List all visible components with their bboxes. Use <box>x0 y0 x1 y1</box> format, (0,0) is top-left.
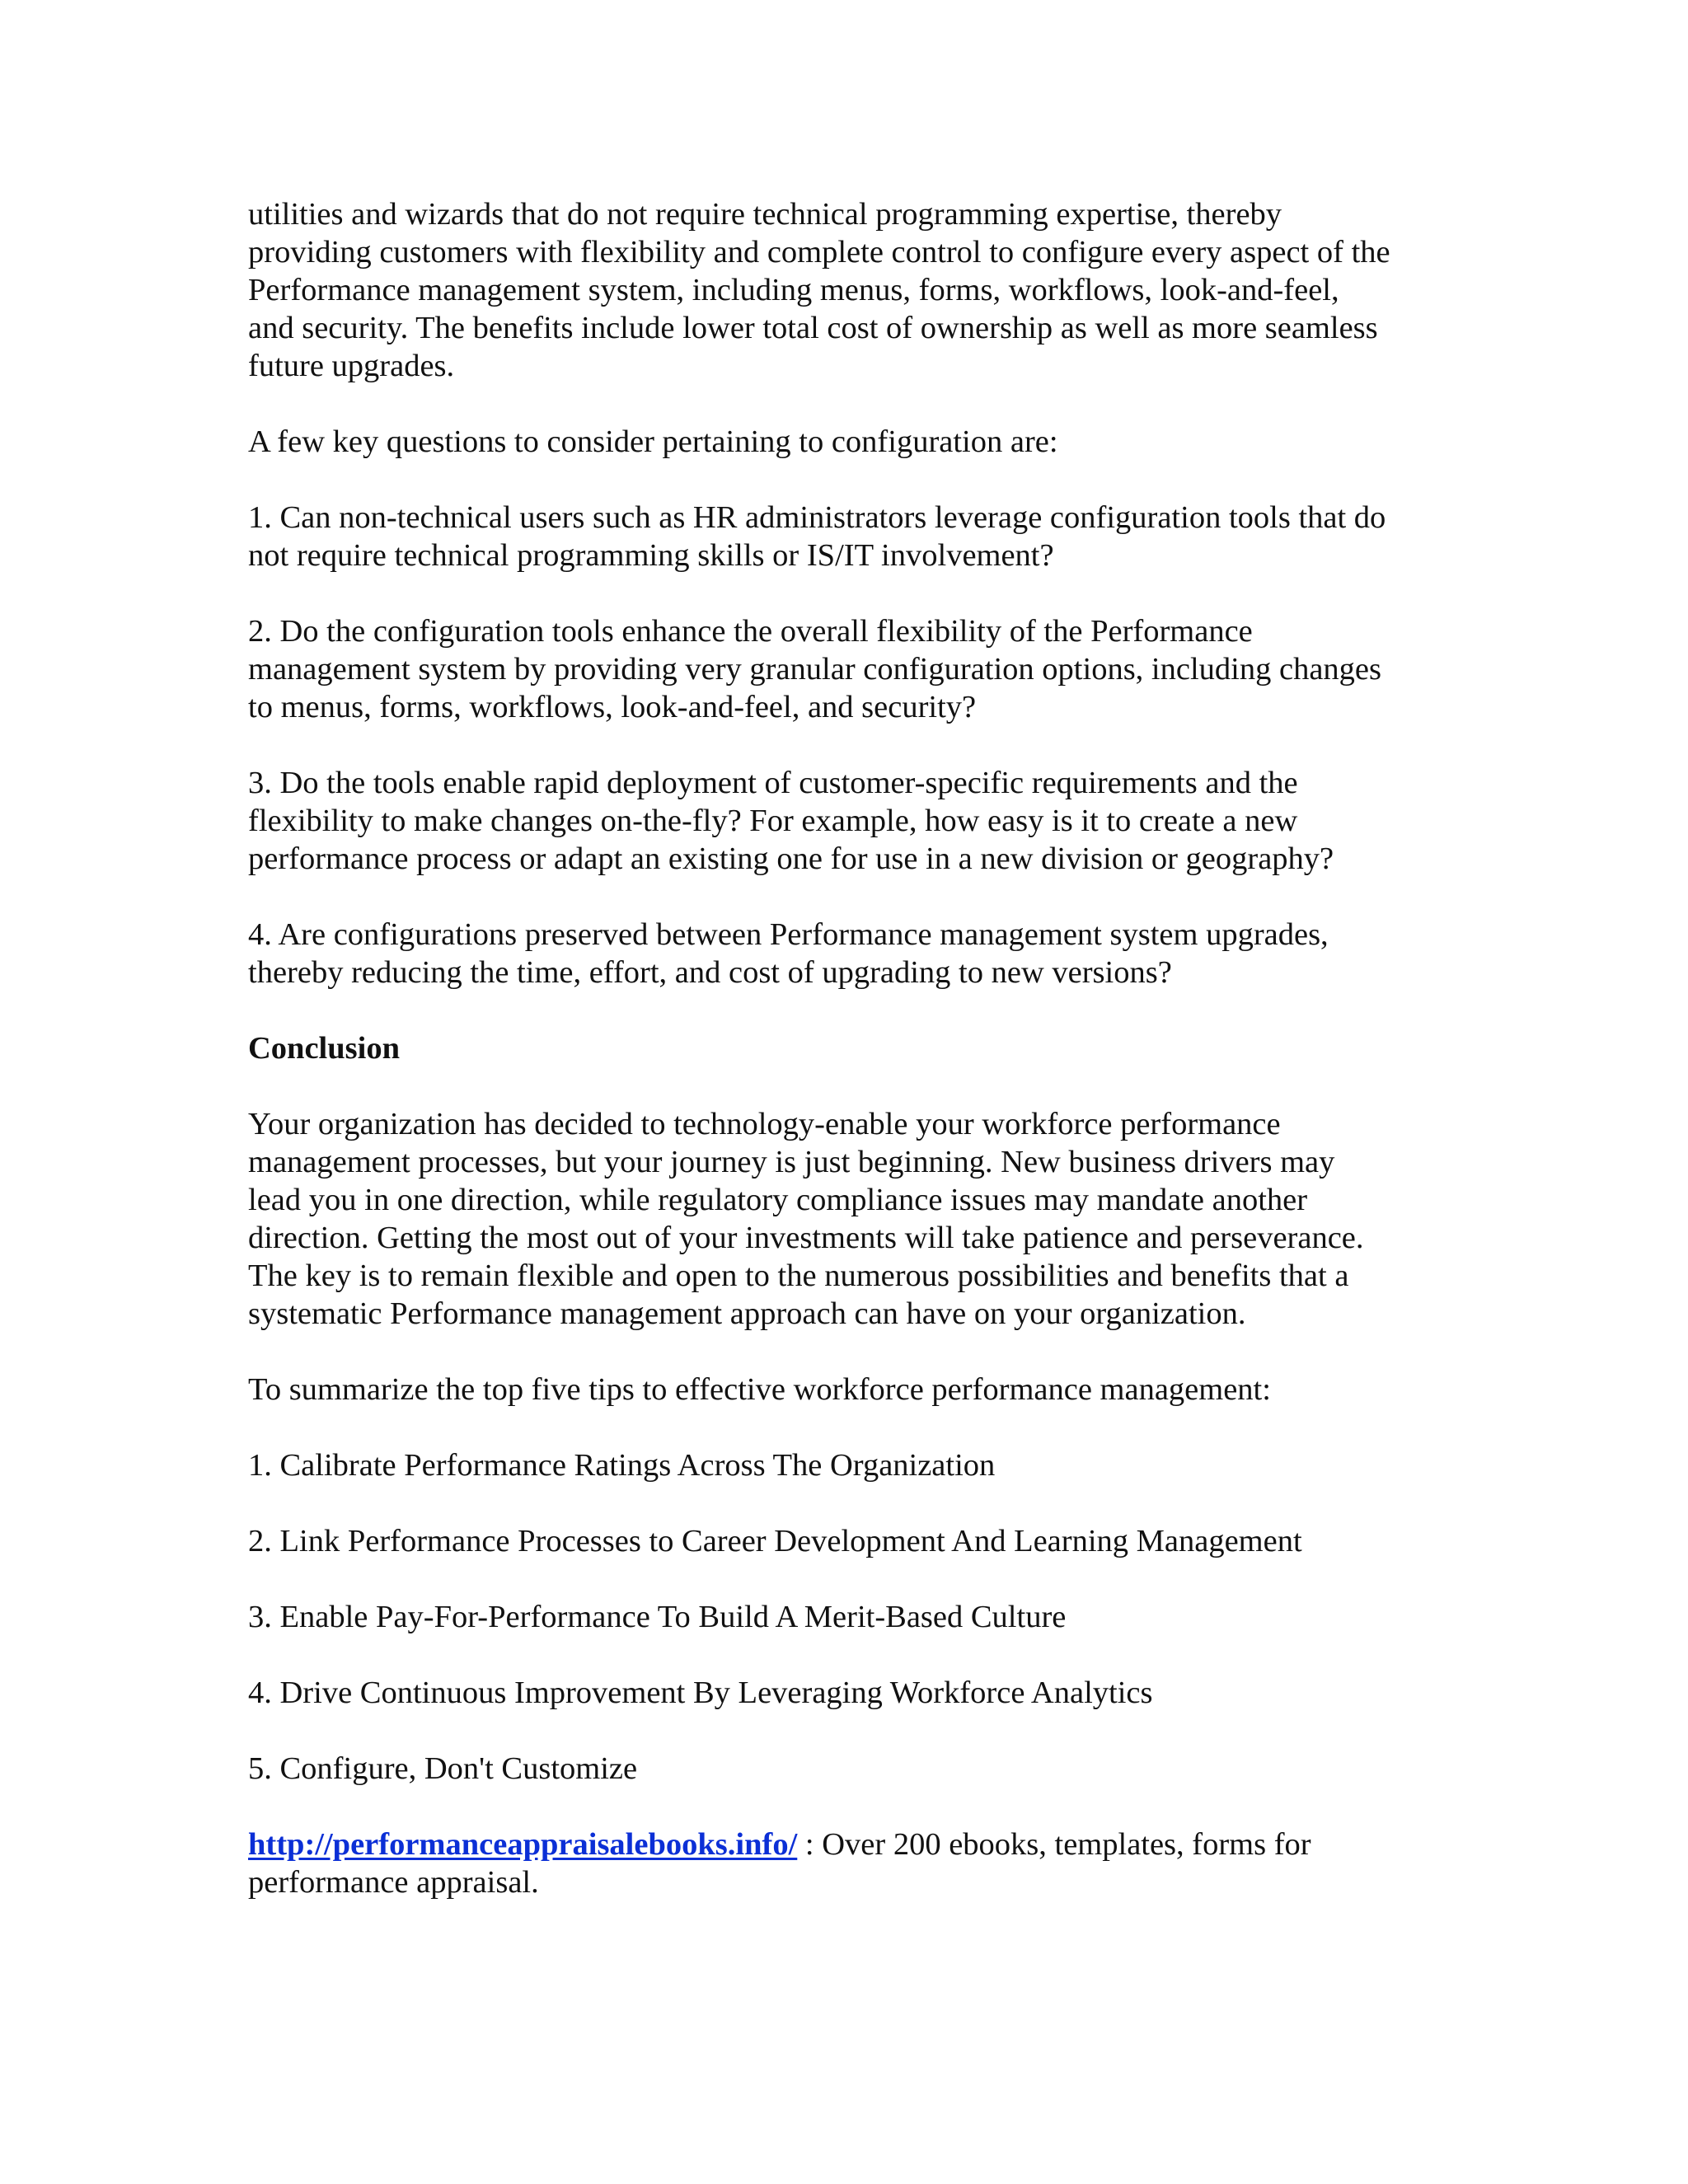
text-line: To summarize the top five tips to effective workforce performance management: <box>248 1372 1271 1407</box>
text-line: performance process or adapt an existing one for use in a new division or geography? <box>248 841 1334 876</box>
text-line: management system by providing very granular configuration options, including changes <box>248 652 1381 687</box>
text-line: to menus, forms, workflows, look-and-feel, and security? <box>248 690 977 724</box>
text-line: 3. Do the tools enable rapid deployment of customer-specific requirements and the <box>248 766 1298 800</box>
text-line: 3. Enable Pay-For-Performance To Build A Merit-Based Culture <box>248 1600 1067 1634</box>
footer-line <box>248 1825 1468 1863</box>
text-line: 4. Are configurations preserved between Performance management system upgrades, <box>248 917 1329 952</box>
text-line: and security. The benefits include lower total cost of ownership as well as more seamless <box>248 311 1378 345</box>
tip-item <box>248 1598 1468 1636</box>
text-line: 1. Calibrate Performance Ratings Across The Organization <box>248 1448 996 1483</box>
text-line: 2. Link Performance Processes to Career Development And Learning Management <box>248 1524 1302 1558</box>
tip-item <box>248 1522 1468 1560</box>
text-line: lead you in one direction, while regulatory compliance issues may mandate another <box>248 1183 1308 1217</box>
question-item <box>248 764 1468 878</box>
questions-intro <box>248 423 1468 461</box>
text-line: Performance management system, including menus, forms, workflows, look-and-feel, <box>248 273 1339 307</box>
text-line: 1. Can non-technical users such as HR administrators leverage configuration tools that do <box>248 500 1386 535</box>
tip-item <box>248 1446 1468 1484</box>
text-line: providing customers with flexibility and complete control to configure every aspect of the <box>248 235 1390 269</box>
text-line: 5. Configure, Don't Customize <box>248 1751 638 1786</box>
text-line: 2. Do the configuration tools enhance the overall flexibility of the Performance <box>248 614 1253 649</box>
text-line: 4. Drive Continuous Improvement By Leveraging Workforce Analytics <box>248 1675 1153 1710</box>
tips-intro <box>248 1371 1468 1408</box>
question-item <box>248 612 1468 726</box>
conclusion-paragraph <box>248 1105 1468 1333</box>
text-line: thereby reducing the time, effort, and cost of upgrading to new versions? <box>248 955 1172 990</box>
text-line: Your organization has decided to technology-enable your workforce performance <box>248 1107 1281 1141</box>
tip-item <box>248 1674 1468 1712</box>
text-line: The key is to remain flexible and open to the numerous possibilities and benefits that a <box>248 1258 1349 1293</box>
text-line: systematic Performance management approach can have on your organization. <box>248 1296 1246 1331</box>
text-line: flexibility to make changes on-the-fly? For example, how easy is it to create a new <box>248 804 1298 838</box>
footer-text: : Over 200 ebooks, templates, forms for <box>797 1827 1311 1862</box>
question-item <box>248 499 1468 574</box>
text-line: management processes, but your journey is just beginning. New business drivers may <box>248 1145 1335 1179</box>
section-heading: Conclusion <box>248 1031 401 1066</box>
document-body <box>248 195 1468 1901</box>
text-line: performance appraisal. <box>248 1865 539 1900</box>
text-line: future upgrades. <box>248 349 455 383</box>
text-line: utilities and wizards that do not require technical programming expertise, thereby <box>248 197 1282 232</box>
text-line: direction. Getting the most out of your investments will take patience and perseverance. <box>248 1221 1364 1255</box>
text-line: A few key questions to consider pertaining to configuration are: <box>248 424 1058 459</box>
ebooks-link[interactable]: http://performanceappraisalebooks.info/ <box>248 1827 798 1862</box>
text-line: not require technical programming skills or IS/IT involvement? <box>248 538 1054 573</box>
tip-item <box>248 1750 1468 1788</box>
footer-paragraph <box>248 1825 1468 1901</box>
intro-paragraph <box>248 195 1468 385</box>
question-item <box>248 916 1468 991</box>
